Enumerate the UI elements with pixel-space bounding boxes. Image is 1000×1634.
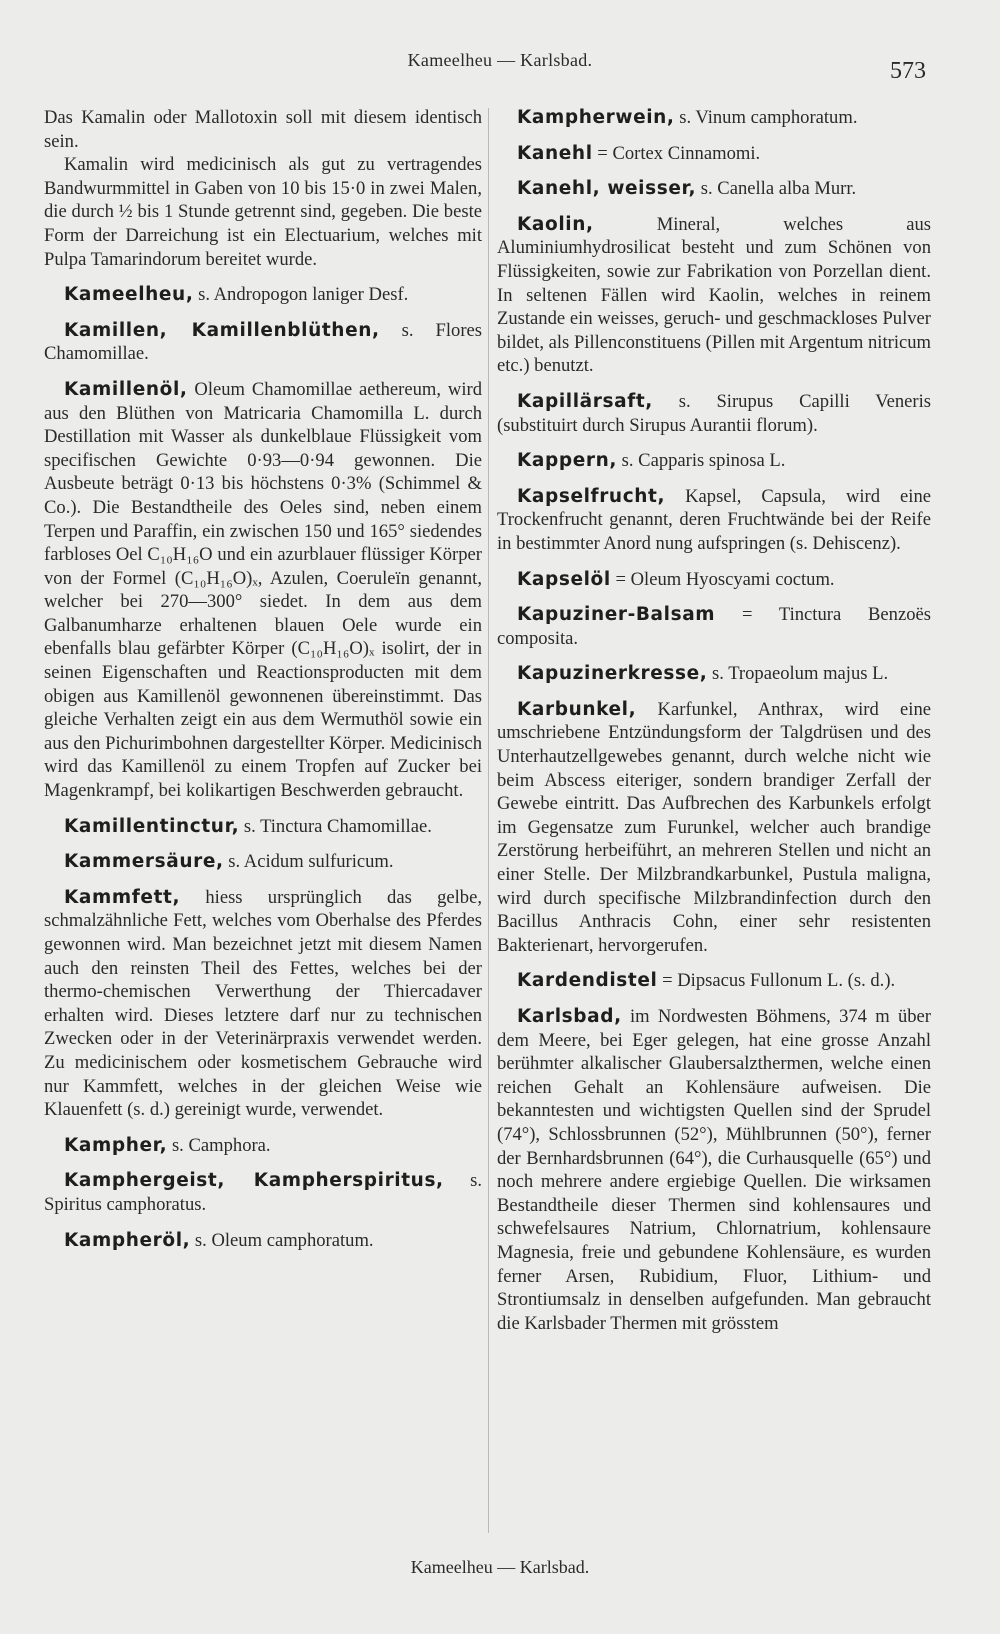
entry-kamillentinctur bbox=[44, 815, 482, 839]
entry-kaolin bbox=[497, 213, 931, 378]
entry-headword: Kamillenöl, bbox=[64, 378, 188, 400]
entry-headword: Kammersäure, bbox=[64, 851, 224, 873]
entry-text: s. Canella alba Murr. bbox=[696, 178, 857, 200]
entry-kamphergeist bbox=[44, 1169, 482, 1216]
entry-kapillaersaft bbox=[497, 390, 931, 437]
entry-kampheroel bbox=[44, 1229, 482, 1253]
entry-headword: Kamphergeist, Kampherspiritus, bbox=[64, 1170, 444, 1192]
entry-headword: Kampher, bbox=[64, 1134, 168, 1156]
entry-text: s. Sirupus Capilli Veneris (substituirt durch Sirupus Aurantii florum). bbox=[497, 390, 931, 436]
entry-text: s. Vinum camphoratum. bbox=[674, 107, 858, 128]
entry-headword: Kaolin, bbox=[517, 213, 594, 235]
entry-text: Oleum Chamomillae aethereum, wird aus den Blüthen von Matricaria Chamomilla L. durch Destillation mit Wasser als dunkelblaue Flüssigkeit vom specifischen Gewichte 0·93—0·94 gewonnen. Die Ausbeute beträgt 0·13 bis höchstens 0·3% (Schimmel & Co.). Die Bestandtheile des Oeles sind, neben einem Terpen und Paraffin, ein zwischen 150 und 165° siedendes farbloses Oel C₁₀H₁₆O und ein azurblauer flüssiger Körper von der Formel (C₁₀H₁₆O)ₓ, Azulen, Coeruleïn genannt, welcher bei 270—300° siedet. In dem aus dem Galbanumharze erhaltenen blauen Oele wurde ein ebenfalls blau gefärbter Körper (C₁₀H₁₆O)ₓ isolirt, der in seinen Eigenschaften und Reactionsproducten mit dem obigen aus Kamillenöl gewonnenen übereinstimmt. Das gleiche Verhalten zeigt ein aus dem Wermuthöl sowie ein aus den Pichurimbohnen dargestellter Körper. Medicinisch wird das Kamillenöl zu einem Tropfen auf Zucker bei Magenkrampf, bei kolikartigen Beschwerden gebraucht. bbox=[44, 378, 482, 802]
entry-headword: Kapselfrucht, bbox=[517, 485, 666, 507]
entry-karlsbad bbox=[497, 1005, 931, 1335]
entry-text: s. Oleum camphoratum. bbox=[190, 1229, 374, 1251]
entry-headword: Kapillärsaft, bbox=[517, 390, 653, 412]
entry-kapuziner-balsam bbox=[497, 603, 931, 650]
entry-text: Kapsel, Capsula, wird eine Trockenfrucht genannt, deren Fruchtwände bei der Reife in bestimmter Anord nung aufspringen (s. Dehiscenz). bbox=[497, 485, 931, 554]
entry-headword: Kanehl, weisser, bbox=[517, 178, 697, 200]
entry-text: = Dipsacus Fullonum L. (s. d.). bbox=[657, 970, 896, 992]
entry-text: im Nordwesten Böhmens, 374 m über dem Meere, bei Eger gelegen, hat eine grosse Anzahl berühmter alkalischer Glaubersalzthermen, welche einen reichen Gehalt an Kohlensäure aufweisen. Die bekanntesten und wichtigsten Quellen sind der Sprudel (74°), Schlossbrunnen (52°), Mühlbrunnen (50°), ferner der Bernhardsbrunnen (64°), die Curhausquelle (65°) und noch mehrere andere ergiebige Quellen. Die wirksamen Bestandtheile dieser Thermen sind kohlensaures und schwefelsaures Natrium, Chlornatrium, kohlensaure Magnesia, freie und gebundene Kohlensäure, es wurden ferner Arsen, Rubidium, Fluor, Lithium- und Strontiumsalz in denselben aufgefunden. Man gebraucht die Karlsbader Thermen mit grösstem bbox=[497, 1006, 931, 1334]
entry-kammersaeure bbox=[44, 850, 482, 874]
running-footer: Kameelheu — Karlsbad. bbox=[410, 1557, 590, 1577]
right-column bbox=[497, 106, 931, 1347]
entry-kampherwein bbox=[497, 106, 931, 130]
paragraph: Das Kamalin oder Mallotoxin soll mit diesem identisch sein. bbox=[44, 107, 482, 152]
running-head: Kameelheu — Karlsbad. bbox=[407, 50, 593, 70]
entry-text: = Tinctura Benzoës composita. bbox=[497, 604, 931, 649]
entry-kameelheu bbox=[44, 283, 482, 307]
page-number: 573 bbox=[890, 58, 926, 84]
entry-headword: Kamillentinctur, bbox=[64, 815, 240, 837]
entry-text: s. Spiritus camphoratus. bbox=[44, 1170, 482, 1215]
entry-kampher bbox=[44, 1134, 482, 1158]
column-divider bbox=[488, 108, 489, 1533]
entry-text: hiess ursprünglich das gelbe, schmalzähnliche Fett, welches vom Oberhalse des Pferdes gewonnen wird. Man bezeichnet jetzt mit diesem Namen auch den reinsten Theil des Fettes, welches bei der thermo-chemischen Verwerthung der Thiercadaver erhalten wird. Dieses letztere darf nur zu technischen Zwecken oder in der Veterinärpraxis verwendet werden. Zu medicinischem oder kosmetischem Gebrauche wird nur Kammfett, welches in der gleichen Weise wie Klauenfett (s. d.) gereinigt wurde, verwendet. bbox=[44, 886, 482, 1121]
entry-kapseloel bbox=[497, 568, 931, 592]
left-column bbox=[44, 106, 482, 1264]
entry-headword: Kamillen, Kamillenblüthen, bbox=[64, 319, 380, 341]
entry-headword: Kapuzinerkresse, bbox=[517, 663, 708, 685]
entry-text: s. Andropogon laniger Desf. bbox=[193, 284, 409, 306]
entry-headword: Kapuziner-Balsam bbox=[517, 604, 716, 626]
entry-kappern bbox=[497, 449, 931, 473]
entry-text: s. Flores Chamomillae. bbox=[44, 319, 482, 365]
entry-text: Mineral, welches aus Aluminiumhydrosilicat besteht und zum Schönen von Flüssigkeiten, sowie zur Fabrikation von Porzellan dient. In seltenen Fällen wird Kaolin, welches in reinem Zustande ein weisses, geruch- und geschmackloses Pulver bildet, als Pillenconstituens (Pillen mit Argentum nitricum etc.) benutzt. bbox=[497, 213, 931, 377]
entry-karbunkel bbox=[497, 698, 931, 958]
entry-kanehl bbox=[497, 142, 931, 166]
entry-headword: Kardendistel bbox=[517, 970, 658, 992]
entry-kamillen bbox=[44, 319, 482, 366]
entry-text: s. Acidum sulfuricum. bbox=[223, 851, 394, 873]
entry-headword: Kapselöl bbox=[517, 568, 611, 590]
entry-headword: Kappern, bbox=[517, 450, 617, 472]
entry-kanehl-weisser bbox=[497, 177, 931, 201]
entry-headword: Karlsbad, bbox=[517, 1006, 622, 1027]
entry-headword: Kammfett, bbox=[64, 886, 181, 908]
entry-text: = Cortex Cinnamomi. bbox=[592, 142, 761, 164]
entry-text: s. Tropaeolum majus L. bbox=[707, 663, 889, 685]
entry-text: s. Camphora. bbox=[167, 1134, 271, 1156]
entry-text: s. Tinctura Chamomillae. bbox=[239, 815, 432, 837]
paragraph: Kamalin wird medicinisch als gut zu vertragendes Bandwurmmittel in Gaben von 10 bis 15·0 in zwei Malen, die durch ½ bis 1 Stunde getrennt sind, gegeben. Die beste Form der Darreichung ist ein Electuarium, welches mit Pulpa Tamarindorum bereitet wurde. bbox=[44, 154, 482, 270]
entry-headword: Karbunkel, bbox=[517, 698, 637, 720]
entry-text: = Oleum Hyoscyami coctum. bbox=[610, 568, 835, 590]
entry-kamillenoel bbox=[44, 378, 482, 803]
entry-kammfett bbox=[44, 886, 482, 1122]
entry-kapuzinerkresse bbox=[497, 662, 931, 686]
entry-text: Karfunkel, Anthrax, wird eine umschriebene Entzündungsform der Talgdrüsen und des Unterhautzellgewebes genannt, durch welche nicht wie beim Abscess eiteriger, sondern brandiger Zerfall der Gewebe eintritt. Das Aufbrechen des Karbunkels erfolgt im Gegensatze zum Furunkel, welcher auch brandige Zerstörung herbeiführt, an mehreren Stellen und nicht an einer Stelle. Der Milzbrandkarbunkel, Pustula maligna, wird durch specifische Milzbrandinfection durch den Bacillus Anthracis Cohn, einer sehr resistenten Bakterienart, hervorgerufen. bbox=[497, 698, 931, 956]
entry-headword: Kampheröl, bbox=[64, 1229, 191, 1251]
entry-headword: Kameelheu, bbox=[64, 284, 194, 306]
entry-headword: Kampherwein, bbox=[517, 107, 675, 128]
entry-headword: Kanehl bbox=[517, 142, 593, 164]
entry-text: s. Capparis spinosa L. bbox=[616, 450, 786, 472]
entry-kardendistel bbox=[497, 969, 931, 993]
entry-kamalin-continued bbox=[44, 106, 482, 271]
entry-kapselfrucht bbox=[497, 485, 931, 556]
